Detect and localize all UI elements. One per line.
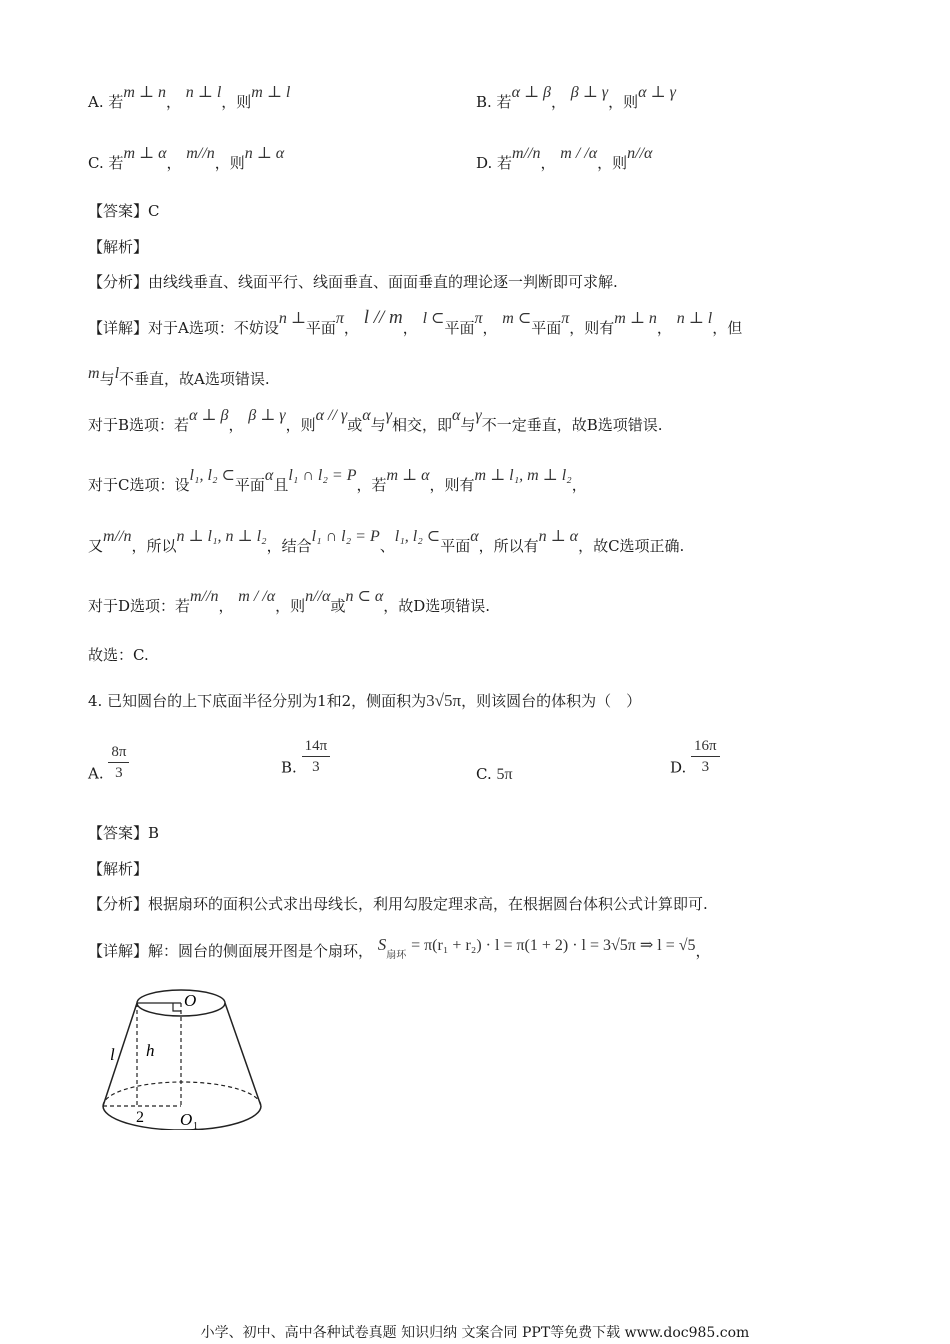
q4-option-d: D. $\frac{16\pi}{3}$: [670, 736, 720, 780]
analysis-q4: 【分析】根据扇环的面积公式求出母线长，利用勾股定理求高，在根据圆台体积公式计算即可.: [88, 895, 708, 913]
label-l: l: [110, 1045, 115, 1064]
answer-q3: 【答案】C: [88, 202, 160, 220]
option-b: B. 若α ⊥ β， β ⊥ γ，则α ⊥ γ: [476, 84, 676, 111]
q4-option-c: C. 5π: [476, 765, 513, 783]
analysis-label-q4: 【解析】: [88, 860, 149, 878]
analysis-q3: 【分析】由线线垂直、线面平行、线面垂直、面面垂直的理论逐一判断即可求解.: [88, 273, 618, 291]
option-a: A. 若m ⊥ n， n ⊥ l，则m ⊥ l: [88, 84, 291, 111]
q4-option-b: B. $\frac{14\pi}{3}$: [281, 736, 330, 780]
detail-c-line1: 对于C选项：设l₁, l₂ ⊂平面α且l₁ ∩ l₂ = P，若m ⊥ α，则有m ⊥ l₁, m ⊥ l₂，: [88, 467, 587, 494]
label-o1: O: [180, 1110, 193, 1129]
detail-a-line2: m与l不垂直，故A选项错误.: [88, 365, 270, 388]
label-2: 2: [136, 1109, 144, 1126]
detail-d: 对于D选项：若m//n， m / /α，则n//α或n ⊂ α，故D选项错误.: [88, 588, 491, 615]
option-d: D. 若m//n， m / /α，则n//α: [476, 145, 653, 172]
fraction: $\frac{8\pi}{3}$: [108, 742, 129, 783]
bottom-back-arc: [103, 1082, 261, 1106]
answer-q4: 【答案】B: [88, 824, 160, 842]
right-angle-mark: [173, 1003, 181, 1011]
detail-a-line1: 【详解】对于A选项：不妨设n ⊥平面π， l // m， l ⊂平面π， m ⊂平面π，则有m ⊥ n， n ⊥ l，但: [88, 307, 743, 337]
analysis-label-q3: 【解析】: [88, 238, 149, 256]
label-h: h: [146, 1041, 155, 1060]
label-o: O: [184, 991, 197, 1010]
detail-b: 对于B选项：若α ⊥ β， β ⊥ γ，则α // γ或α与γ相交，即α与γ不一定垂直，故B选项错误.: [88, 407, 663, 434]
question-4-stem: 4. 已知圆台的上下底面半径分别为1和2，侧面积为3√5π，则该圆台的体积为（ ）: [88, 691, 642, 710]
option-c: C. 若m ⊥ α， m//n，则n ⊥ α: [88, 145, 285, 172]
fraction: $\frac{16\pi}{3}$: [691, 736, 720, 777]
footer: 小学、初中、高中各种试卷真题 知识归纳 文案合同 PPT等免费下载 www.doc985.com: [200, 1325, 750, 1341]
frustum-figure: [96, 980, 268, 1130]
choose-q3: 故选：C.: [88, 646, 149, 664]
q4-option-a: A. $\frac{8\pi}{3}$: [88, 742, 129, 786]
fraction: $\frac{14\pi}{3}$: [302, 736, 331, 777]
detail-q4: 【详解】解：圆台的侧面展开图是个扇环， $S_{扇环} = \pi(r_1 + r_2) \cdot l = \pi(1 + 2) \cdot l = 3√5\pi$ ⇒ l = √5，: [88, 935, 711, 961]
label-o1-sub: 1: [193, 1121, 198, 1130]
detail-c-line2: 又m//n，所以n ⊥ l₁, n ⊥ l₂，结合l₁ ∩ l₂ = P、l₁, l₂ ⊂平面α，所以有n ⊥ α，故C选项正确.: [88, 528, 685, 555]
